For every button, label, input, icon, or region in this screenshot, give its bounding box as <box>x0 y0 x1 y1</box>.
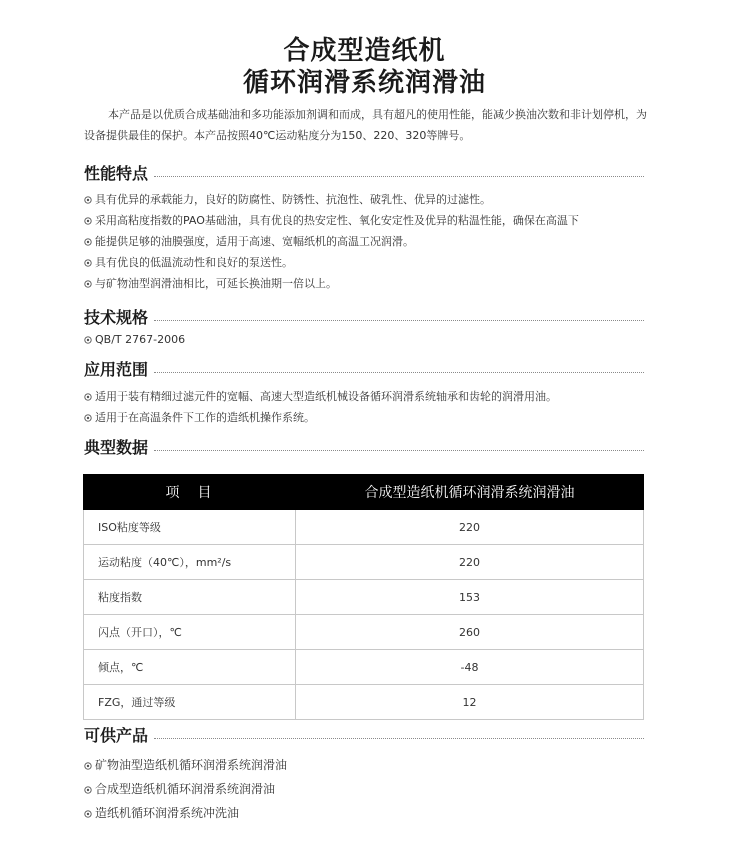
heading-divider <box>154 372 644 373</box>
table-header-item: 项 目 <box>84 475 296 510</box>
table-cell-value: 220 <box>296 545 644 580</box>
application-item <box>84 410 315 426</box>
feature-item <box>84 234 414 250</box>
heading-divider <box>154 450 644 451</box>
circle-dot-icon <box>84 762 92 770</box>
table-row <box>84 685 644 720</box>
heading-divider <box>154 320 644 321</box>
circle-dot-icon <box>84 336 92 344</box>
page-title-line1: 合成型造纸机 <box>283 36 446 66</box>
table-cell-item: 倾点，℃ <box>84 650 296 685</box>
application-text: 适用于装有精细过滤元件的宽幅、高速大型造纸机械设备循环润滑系统轴承和齿轮的润滑用油。 <box>95 390 557 403</box>
circle-dot-icon <box>84 259 92 267</box>
table-row <box>84 545 644 580</box>
heading-divider <box>154 738 644 739</box>
feature-text: 与矿物油型润滑油相比，可延长换油期一倍以上。 <box>95 277 337 290</box>
section-typical-data <box>84 437 644 459</box>
table-header-product: 合成型造纸机循环润滑系统润滑油 <box>296 475 644 510</box>
table-cell-item: FZG，通过等级 <box>84 685 296 720</box>
circle-dot-icon <box>84 196 92 204</box>
section-features <box>84 163 644 185</box>
circle-dot-icon <box>84 217 92 225</box>
table-row <box>84 510 644 545</box>
table-cell-value: 153 <box>296 580 644 615</box>
spec-item <box>84 332 185 348</box>
table-cell-value: 12 <box>296 685 644 720</box>
table-row <box>84 650 644 685</box>
intro-paragraph <box>84 104 647 146</box>
feature-text: 能提供足够的油膜强度，适用于高速、宽幅纸机的高温工况润滑。 <box>95 235 414 248</box>
typical-data-table <box>83 474 644 720</box>
table-cell-value: 260 <box>296 615 644 650</box>
feature-text: 具有优异的承载能力，良好的防腐性、防锈性、抗泡性、破乳性、优异的过滤性。 <box>95 193 491 206</box>
heading-divider <box>154 176 644 177</box>
section-heading-typical-data: 典型数据 <box>84 438 149 457</box>
table-cell-item: ISO粘度等级 <box>84 510 296 545</box>
feature-item <box>84 213 579 229</box>
circle-dot-icon <box>84 393 92 401</box>
intro-line-1: 本产品是以优质合成基础油和多功能添加剂调和而成，具有超凡的使用性能，能减少换油次数和非计划停机，为 <box>108 108 647 121</box>
section-heading-spec: 技术规格 <box>84 308 149 327</box>
table-cell-item: 闪点（开口），℃ <box>84 615 296 650</box>
product-item <box>84 781 275 797</box>
circle-dot-icon <box>84 810 92 818</box>
section-heading-products: 可供产品 <box>84 726 149 745</box>
product-text: 矿物油型造纸机循环润滑系统润滑油 <box>95 758 288 772</box>
intro-line-2: 设备提供最佳的保护。本产品按照40℃运动粘度分为150、220、320等牌号。 <box>84 129 471 142</box>
table-header-row <box>84 475 644 510</box>
table-cell-item: 粘度指数 <box>84 580 296 615</box>
table-cell-item: 运动粘度（40℃），mm²/s <box>84 545 296 580</box>
feature-item <box>84 276 337 292</box>
feature-item <box>84 255 293 271</box>
section-application <box>84 359 644 381</box>
application-text: 适用于在高温条件下工作的造纸机操作系统。 <box>95 411 315 424</box>
feature-item <box>84 192 491 208</box>
section-products <box>84 725 644 747</box>
circle-dot-icon <box>84 414 92 422</box>
feature-text: 采用高粘度指数的PAO基础油，具有优良的热安定性、氧化安定性及优异的粘温性能，确保在高温下 <box>95 214 579 227</box>
circle-dot-icon <box>84 238 92 246</box>
application-item <box>84 389 557 405</box>
section-heading-application: 应用范围 <box>84 360 149 379</box>
spec-text: QB/T 2767-2006 <box>95 333 186 346</box>
product-text: 合成型造纸机循环润滑系统润滑油 <box>95 782 276 796</box>
page-title-line2: 循环润滑系统润滑油 <box>242 68 486 98</box>
product-item <box>84 757 287 773</box>
product-text: 造纸机循环润滑系统冲洗油 <box>95 806 240 820</box>
feature-text: 具有优良的低温流动性和良好的泵送性。 <box>95 256 293 269</box>
table-row <box>84 580 644 615</box>
section-spec <box>84 307 644 329</box>
product-item <box>84 805 239 821</box>
section-heading-features: 性能特点 <box>84 164 149 183</box>
circle-dot-icon <box>84 280 92 288</box>
table-cell-value: 220 <box>296 510 644 545</box>
circle-dot-icon <box>84 786 92 794</box>
table-row <box>84 615 644 650</box>
table-cell-value: -48 <box>296 650 644 685</box>
